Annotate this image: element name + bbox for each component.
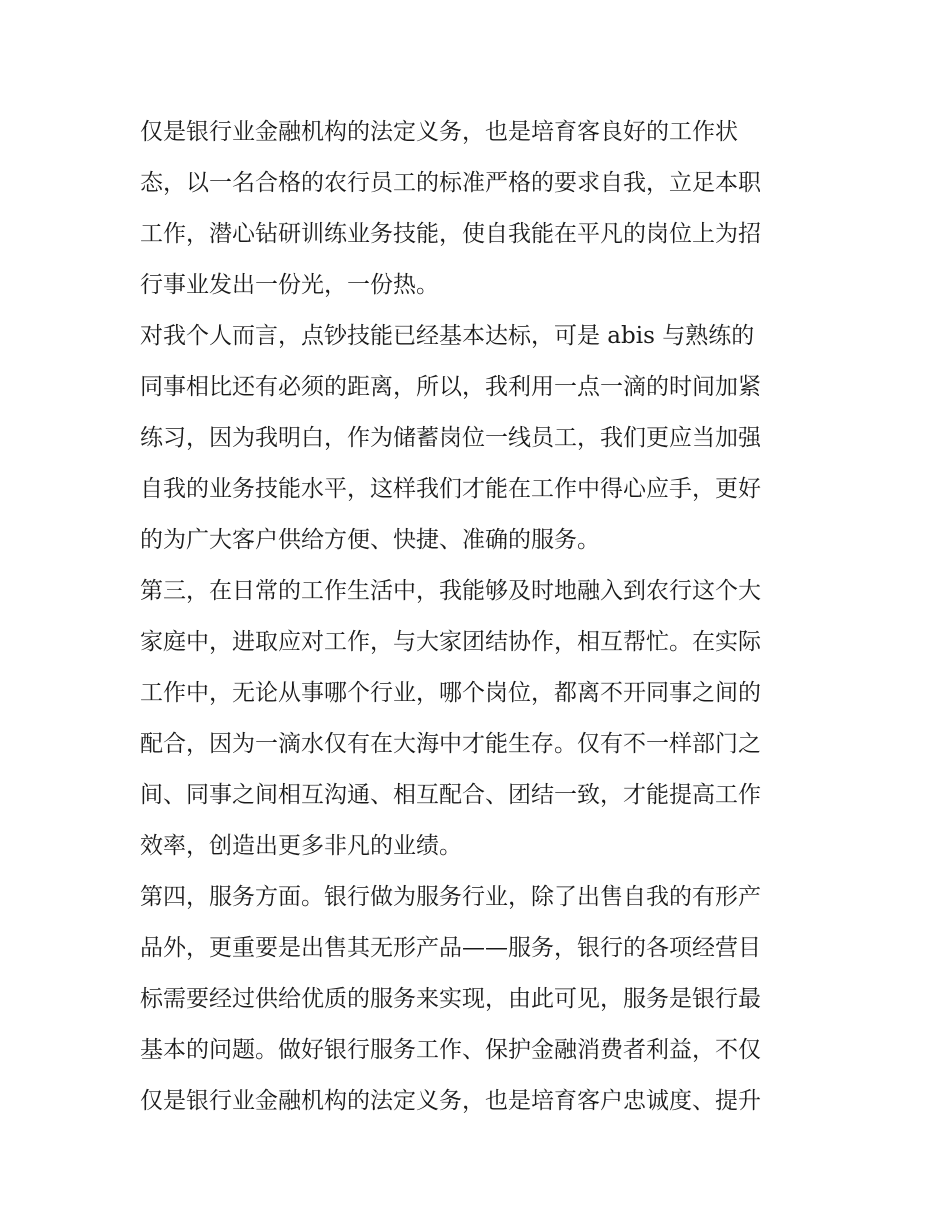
text-line: 第四，服务方面。银行做为服务行业，除了出售自我的有形产 (140, 884, 761, 910)
text-line: 自我的业务技能水平，这样我们才能在工作中得心应手，更好 (140, 476, 761, 502)
text-line: 工作中，无论从事哪个行业，哪个岗位，都离不开同事之间的 (140, 680, 761, 706)
text-line: 品外，更重要是出售其无形产品——服务，银行的各项经营目 (140, 935, 761, 961)
text-line: 第三，在日常的工作生活中，我能够及时地融入到农行这个大 (140, 578, 761, 604)
text-line: 配合，因为一滴水仅有在大海中才能生存。仅有不一样部门之 (140, 731, 761, 757)
text-line: 家庭中，进取应对工作，与大家团结协作，相互帮忙。在实际 (140, 629, 761, 655)
text-line: 态，以一名合格的农行员工的标准严格的要求自我，立足本职 (140, 170, 761, 196)
text-line: 效率，创造出更多非凡的业绩。 (140, 833, 462, 859)
text-line: 行事业发出一份光，一份热。 (140, 272, 439, 298)
text-line: 同事相比还有必须的距离，所以，我利用一点一滴的时间加紧 (140, 374, 761, 400)
text-line: 基本的问题。做好银行服务工作、保护金融消费者利益，不仅 (140, 1037, 761, 1063)
text-line: 对我个人而言，点钞技能已经基本达标，可是 abis 与熟练的 (140, 323, 755, 349)
text-line: 工作，潜心钻研训练业务技能，使自我能在平凡的岗位上为招 (140, 221, 761, 247)
text-line: 练习，因为我明白，作为储蓄岗位一线员工，我们更应当加强 (140, 425, 761, 451)
text-line: 标需要经过供给优质的服务来实现，由此可见，服务是银行最 (140, 986, 761, 1012)
text-line: 仅是银行业金融机构的法定义务，也是培育客户忠诚度、提升 (140, 1088, 761, 1114)
text-line: 仅是银行业金融机构的法定义务，也是培育客良好的工作状 (140, 119, 738, 145)
text-line: 的为广大客户供给方便、快捷、准确的服务。 (140, 527, 600, 553)
text-line: 间、同事之间相互沟通、相互配合、团结一致，才能提高工作 (140, 782, 761, 808)
document-body (140, 107, 830, 1127)
